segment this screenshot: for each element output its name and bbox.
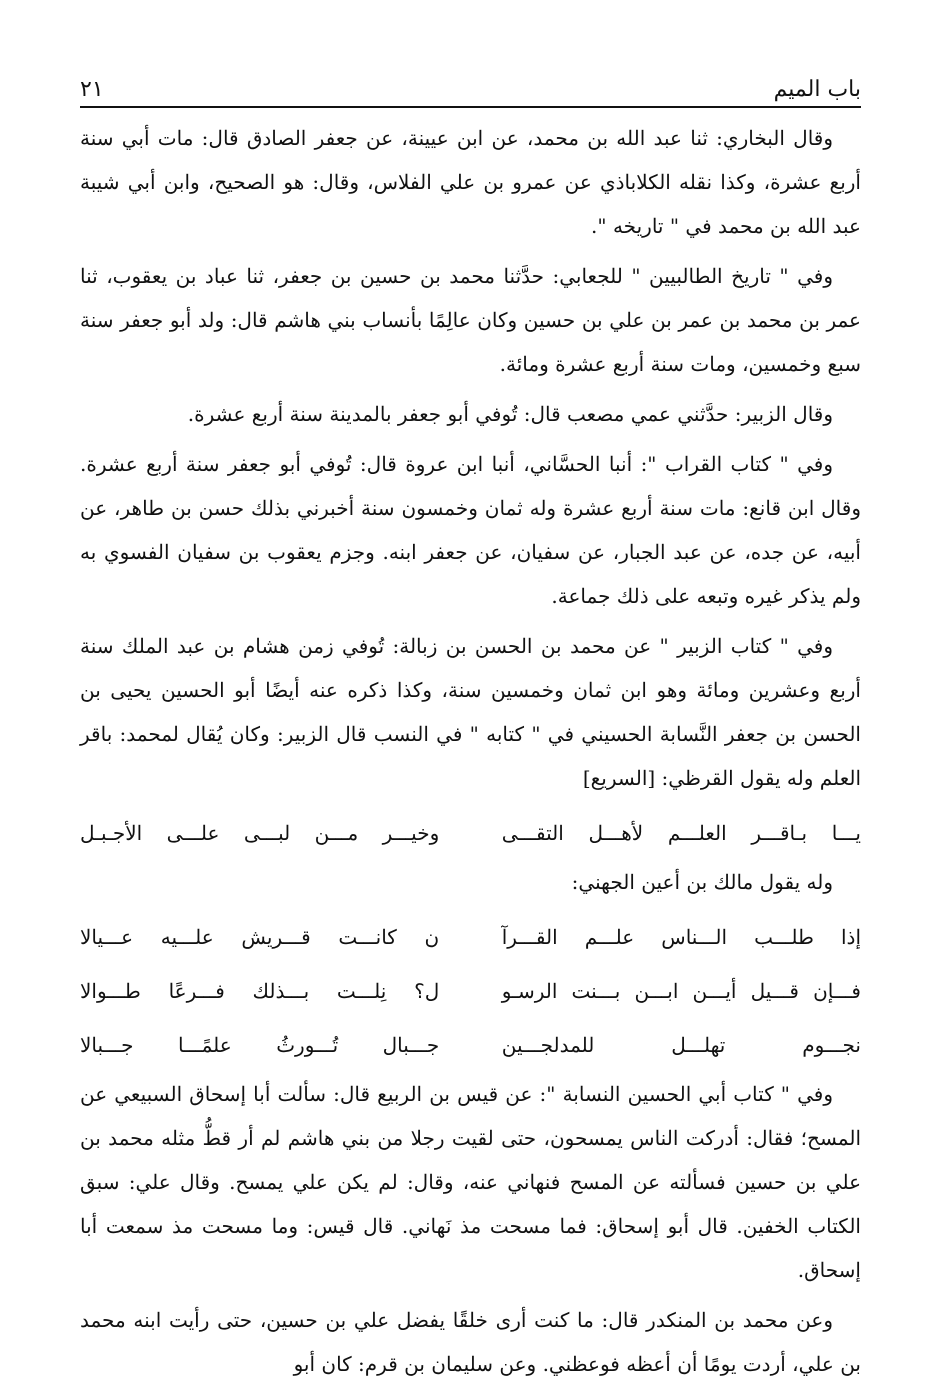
paragraph: وقال الزبير: حدَّثني عمي مصعب قال: تُوفي أبو جعفر بالمدينة سنة أربع عشرة. <box>187 402 833 426</box>
paragraph: وفي " كتاب أبي الحسين النسابة ": عن قيس بن الربيع قال: سألت أبا إسحاق السبيعي عن المسح؛ فقال: أدركت الناس يمسحون، حتى لقيت رجلا من بني هاشم لم أر قطُّ مثله محمد بن علي بن حسين فسألته عن المسح فنهاني عنه، وقال: لم يكن علي يمسح. وقال علي: سبق الكتاب الخفين. قال أبو إسحاق: فما مسحت مذ نَهاني. قال قيس: وما مسحت مذ سمعت أبا إسحاق. <box>80 1082 861 1282</box>
verse-second-hemistich: وخيـــر مـــن لبـــى علـــى الأجـبـل <box>80 821 440 845</box>
chapter-title: باب الميم <box>773 77 861 102</box>
paragraph: وفي " تاريخ الطالبيين " للجعابي: حدَّثنا محمد بن حسين بن جعفر، ثنا عباد بن يعقوب، ثنا عمر بن محمد بن عمر بن علي بن حسين وكان عالِمًا بأنساب بني هاشم قال: ولد أبو جعفر سنة سبع وخمسين، ومات سنة أربع عشرة ومائة. <box>80 264 861 376</box>
verse-second-hemistich: جـــبال تُـــورثُ علمًـــا جـــبالا <box>80 1033 440 1057</box>
poem-verse <box>80 964 861 1018</box>
running-header <box>80 62 861 108</box>
verse-first-hemistich: إذا طلـــب الـــناس علـــم القـــرآ <box>501 925 861 949</box>
page-body <box>80 116 861 1392</box>
verse-second-hemistich: ن كانـــت قـــريش علـــيه عـــيالا <box>80 925 440 949</box>
verse-first-hemistich: فـــإن قـــيل أيـــن ابـــن بـــنت الرسـو <box>501 979 861 1003</box>
verse-intro: وله يقول مالك بن أعين الجهني: <box>571 870 833 894</box>
verse-first-hemistich: يـــا بـاقـــر العلـــم لأهـــل التقـــى <box>501 821 861 845</box>
poem-verse <box>80 806 861 860</box>
paragraph: وفي " كتاب الزبير " عن محمد بن الحسن بن زبالة: تُوفي زمن هشام بن عبد الملك سنة أربع وعشرين ومائة وهو ابن ثمان وخمسين سنة، وكذا ذكره عنه أيضًا أبو الحسين يحيى بن الحسن بن جعفر النَّسابة الحسيني في " كتابه " في النسب قال الزبير: وكان يُقال لمحمد: باقر العلم وله يقول القرظي: [السريع] <box>80 634 861 790</box>
verse-second-hemistich: ل؟ نِلـــت بـــذلك فـــرعًا طـــوالا <box>80 979 440 1003</box>
paragraph: وقال البخاري: ثنا عبد الله بن محمد، عن ابن عيينة، عن جعفر الصادق قال: مات أبي سنة أربع عشرة، وكذا نقله الكلاباذي عن عمرو بن علي الفلاس، وقال: هو الصحيح، وابن أبي شيبة عبد الله بن محمد في " تاريخه ". <box>80 126 861 238</box>
page-number: ٢١ <box>80 77 104 102</box>
paragraph: وفي " كتاب القراب ": أنبا الحسَّاني، أنبا ابن عروة قال: تُوفي أبو جعفر سنة أربع عشرة. وقال ابن قانع: مات سنة أربع عشرة وله ثمان وخمسون سنة أخبرني بذلك حسن بن طاهر، عن أبيه، عن جده، عن عبد الجبار، عن سفيان، عن جعفر ابنه. وجزم يعقوب بن سفيان الفسوي به ولم يذكر غيره وتبعه على ذلك جماعة. <box>80 452 861 608</box>
verse-first-hemistich: نجـــوم تهلـــل للمدلجـــين <box>501 1033 861 1057</box>
poem-verse <box>80 1018 861 1072</box>
paragraph: وعن محمد بن المنكدر قال: ما كنت أرى خلقًا يفضل علي بن حسين، حتى رأيت ابنه محمد بن علي، أردت يومًا أن أعظه فوعظني. وعن سليمان بن قرم: كان أبو <box>80 1308 861 1376</box>
poem-verse <box>80 910 861 964</box>
